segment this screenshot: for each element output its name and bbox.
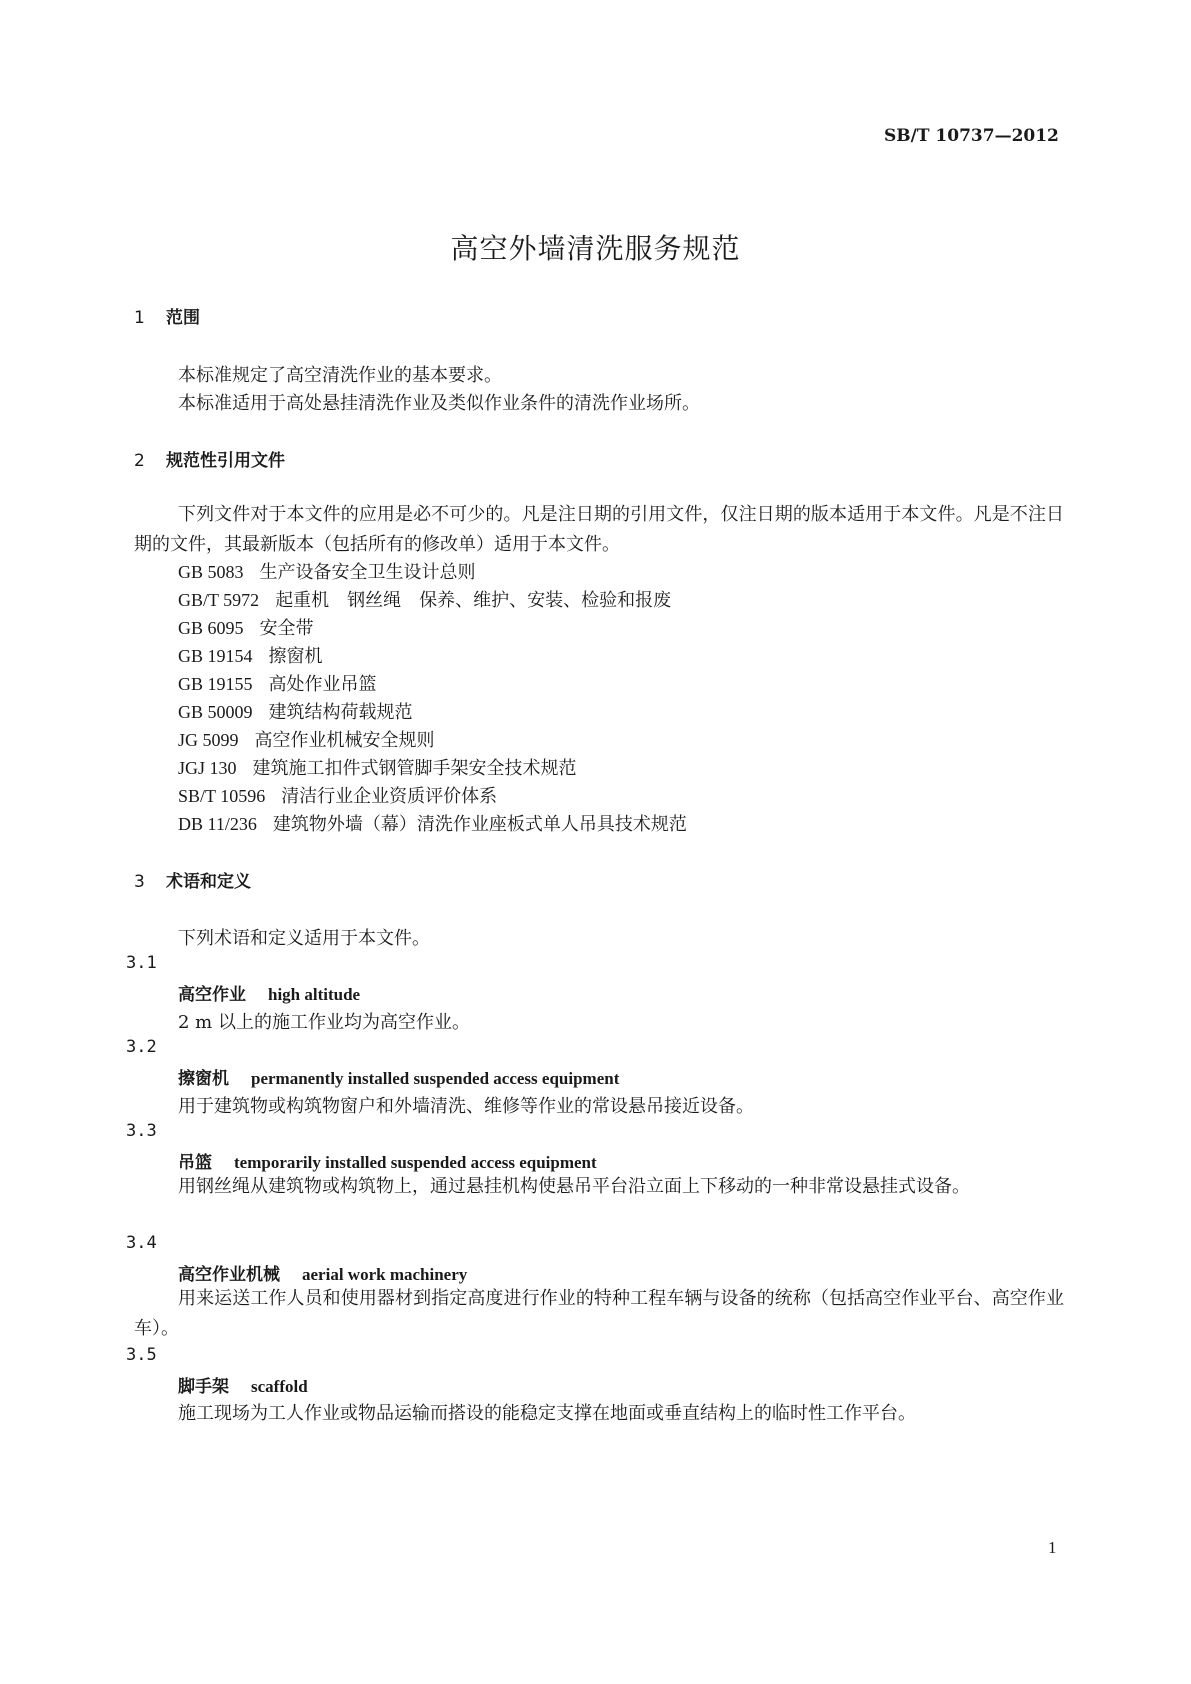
reference-code: GB/T 5972 <box>178 590 260 610</box>
reference-item <box>178 614 314 640</box>
reference-code: GB 19155 <box>178 674 253 694</box>
reference-item <box>178 726 435 752</box>
term-zh: 擦窗机 <box>178 1069 229 1089</box>
reference-code: DB 11/236 <box>178 814 257 834</box>
term-definition: 2 m 以上的施工作业均为高空作业。 <box>178 1012 470 1033</box>
term-en: temporarily installed suspended access equipment <box>234 1153 597 1172</box>
reference-item <box>178 586 671 612</box>
term-zh: 高空作业机械 <box>178 1265 280 1285</box>
paragraph: 本标准规定了高空清洗作业的基本要求。 <box>178 365 502 386</box>
reference-item <box>178 698 413 724</box>
reference-code: SB/T 10596 <box>178 786 266 806</box>
reference-title: 高空作业机械安全规则 <box>254 730 435 751</box>
section-number: 3 <box>134 872 145 892</box>
term-zh: 脚手架 <box>178 1377 229 1397</box>
reference-item <box>178 782 497 808</box>
reference-code: GB 19154 <box>178 646 253 666</box>
section-heading-text: 术语和定义 <box>166 872 251 892</box>
reference-item <box>178 558 476 584</box>
section-number: 2 <box>134 451 145 471</box>
reference-code: GB 50009 <box>178 702 253 722</box>
section-heading-text: 范围 <box>166 308 200 328</box>
term-number: 3.5 <box>126 1345 157 1365</box>
reference-title: 安全带 <box>259 618 314 639</box>
reference-title: 建筑施工扣件式钢管脚手架安全技术规范 <box>252 758 577 779</box>
reference-title: 擦窗机 <box>268 646 323 667</box>
term-zh: 高空作业 <box>178 985 246 1005</box>
term-title <box>178 1064 619 1089</box>
reference-title: 建筑物外墙（幕）清洗作业座板式单人吊具技术规范 <box>272 814 687 835</box>
term-number: 3.4 <box>126 1233 157 1253</box>
term-definition: 用钢丝绳从建筑物或构筑物上，通过悬挂机构使悬吊平台沿立面上下移动的一种非常设悬挂式设备。 <box>178 1176 970 1197</box>
reference-title: 生产设备安全卫生设计总则 <box>259 562 476 583</box>
term-number: 3.3 <box>126 1121 157 1141</box>
term-number: 3.1 <box>126 953 157 973</box>
term-en: scaffold <box>251 1377 308 1396</box>
term-en: aerial work machinery <box>302 1265 468 1284</box>
term-title <box>178 980 360 1005</box>
reference-title: 起重机 钢丝绳 保养、维护、安装、检验和报废 <box>275 590 672 611</box>
section-heading-text: 规范性引用文件 <box>166 451 285 471</box>
term-number: 3.2 <box>126 1037 157 1057</box>
reference-title: 清洁行业企业资质评价体系 <box>281 786 498 807</box>
paragraph: 本标准适用于高处悬挂清洗作业及类似作业条件的清洗作业场所。 <box>178 393 700 414</box>
reference-code: JG 5099 <box>178 730 239 750</box>
reference-item <box>178 670 377 696</box>
reference-title: 建筑结构荷载规范 <box>268 702 413 723</box>
term-zh: 吊篮 <box>178 1153 212 1173</box>
reference-code: JGJ 130 <box>178 758 237 778</box>
term-title <box>178 1260 467 1285</box>
reference-code: GB 6095 <box>178 618 244 638</box>
section-2-heading <box>134 446 285 471</box>
term-definition: 用于建筑物或构筑物窗户和外墙清洗、维修等作业的常设悬吊接近设备。 <box>178 1096 754 1117</box>
term-en: permanently installed suspended access equipment <box>251 1069 620 1088</box>
term-title <box>178 1148 597 1173</box>
reference-item <box>178 754 577 780</box>
term-definition: 用来运送工作人员和使用器材到指定高度进行作业的特种工程车辆与设备的统称（包括高空作业平台、高空作业车）。 <box>134 1288 1064 1339</box>
term-title <box>178 1372 308 1397</box>
paragraph: 下列文件对于本文件的应用是必不可少的。凡是注日期的引用文件，仅注日期的版本适用于本文件。凡是不注日期的文件，其最新版本（包括所有的修改单）适用于本文件。 <box>134 504 1064 555</box>
reference-code: GB 5083 <box>178 562 244 582</box>
term-definition: 施工现场为工人作业或物品运输而搭设的能稳定支撑在地面或垂直结构上的临时性工作平台。 <box>178 1403 916 1424</box>
section-number: 1 <box>134 308 145 328</box>
reference-item <box>178 810 687 836</box>
reference-title: 高处作业吊篮 <box>268 674 377 695</box>
standard-code: SB/T 10737—2012 <box>884 126 1059 146</box>
section-3-heading <box>134 867 251 892</box>
page-number: 1 <box>1048 1538 1057 1557</box>
reference-item <box>178 642 323 668</box>
paragraph: 下列术语和定义适用于本文件。 <box>178 928 430 949</box>
term-en: high altitude <box>268 985 361 1004</box>
section-1-heading <box>134 303 200 328</box>
document-title: 高空外墙清洗服务规范 <box>450 232 741 265</box>
